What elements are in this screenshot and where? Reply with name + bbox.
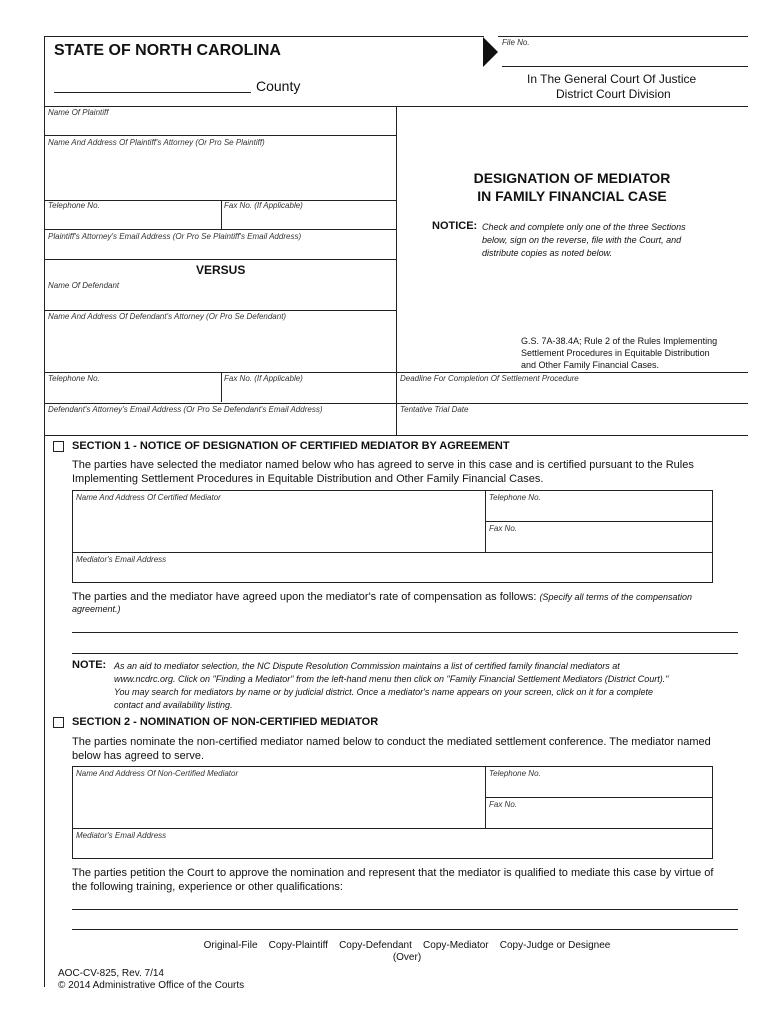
copy-original-file: Original-File xyxy=(203,940,258,951)
plaintiff-telephone-label: Telephone No. xyxy=(48,201,100,210)
qualifications-line-2[interactable] xyxy=(72,913,738,930)
notice-label: NOTICE: xyxy=(432,220,478,232)
plaintiff-attorney-label: Name And Address Of Plaintiff's Attorney (Or Pro Se Plaintiff) xyxy=(48,138,265,147)
file-no-marker-icon xyxy=(483,37,499,67)
compensation-hint-1: (Specify all terms of the compensation xyxy=(539,592,693,602)
trial-date-label: Tentative Trial Date xyxy=(400,405,469,414)
section-1-title: SECTION 1 - NOTICE OF DESIGNATION OF CERTIFIED MEDIATOR BY AGREEMENT xyxy=(72,440,510,452)
petition-text-1: The parties petition the Court to approve the nomination and represent that the mediator is qualified to mediate this case by virtue of xyxy=(72,867,714,879)
statute-line-2: Settlement Procedures in Equitable Distribution xyxy=(521,348,710,358)
section-1-checkbox[interactable] xyxy=(53,441,64,452)
section-1-text-2: Implementing Settlement Procedures in Equitable Distribution and Other Family Financial Cases. xyxy=(72,473,544,485)
non-certified-mediator-fax-label: Fax No. xyxy=(489,800,518,809)
form-title-line-1: DESIGNATION OF MEDIATOR xyxy=(473,170,671,186)
non-certified-mediator-phone-label: Telephone No. xyxy=(489,769,541,778)
notice-text-1: Check and complete only one of the three Sections xyxy=(482,222,686,232)
form-title-line-2: IN FAMILY FINANCIAL CASE xyxy=(477,188,667,204)
defendant-attorney-label: Name And Address Of Defendant's Attorney (Or Pro Se Defendant) xyxy=(48,312,287,321)
state-title: STATE OF NORTH CAROLINA xyxy=(54,42,281,59)
file-no-input[interactable] xyxy=(502,48,748,67)
non-certified-mediator-name-label: Name And Address Of Non-Certified Mediator xyxy=(76,769,239,778)
notice-text-3: distribute copies as noted below. xyxy=(482,248,613,258)
note-line-4: contact and availability listing. xyxy=(114,700,233,710)
deadline-label: Deadline For Completion Of Settlement Procedure xyxy=(400,374,579,383)
copy-judge: Copy-Judge or Designee xyxy=(499,940,611,951)
section-2-title: SECTION 2 - NOMINATION OF NON-CERTIFIED MEDIATOR xyxy=(72,716,379,728)
court-line-1: In The General Court Of Justice xyxy=(527,72,697,86)
court-line-2: District Court Division xyxy=(556,87,671,101)
note-line-3: You may search for mediators by name or by judicial district. Once a mediator's name appears on your screen, click on it for a complete xyxy=(114,687,653,697)
form-number: AOC-CV-825, Rev. 7/14 xyxy=(58,968,164,979)
compensation-hint-2: agreement.) xyxy=(72,604,121,614)
over-label: (Over) xyxy=(392,952,422,963)
defendant-email-label: Defendant's Attorney's Email Address (Or Pro Se Defendant's Email Address) xyxy=(48,405,323,414)
petition-text-2: the following training, experience or other qualifications: xyxy=(72,881,343,893)
defendant-fax-label: Fax No. (If Applicable) xyxy=(224,374,303,383)
certified-mediator-fax-field[interactable] xyxy=(486,522,712,551)
copy-plaintiff: Copy-Plaintiff xyxy=(268,940,328,951)
compensation-line-2[interactable] xyxy=(72,637,738,654)
qualifications-line-1[interactable] xyxy=(72,893,738,910)
copy-mediator: Copy-Mediator xyxy=(423,940,489,951)
file-no-label: File No. xyxy=(502,38,530,47)
compensation-text xyxy=(72,590,742,604)
certified-mediator-email-label: Mediator's Email Address xyxy=(76,555,167,564)
versus-label: VERSUS xyxy=(196,263,246,277)
plaintiff-fax-label: Fax No. (If Applicable) xyxy=(224,201,303,210)
certified-mediator-name-label: Name And Address Of Certified Mediator xyxy=(76,493,221,502)
certified-mediator-email-field[interactable] xyxy=(73,553,712,582)
notice-text-2: below, sign on the reverse, file with the Court, and xyxy=(482,235,682,245)
note-label: NOTE: xyxy=(72,659,107,671)
non-certified-mediator-fax-field[interactable] xyxy=(486,798,712,827)
non-certified-mediator-email-field[interactable] xyxy=(73,829,712,858)
note-line-2: www.ncdrc.org. Click on "Finding a Mediator" from the left-hand menu then click on "Family Financial Settlement Mediators (District Court)." xyxy=(114,674,669,684)
plaintiff-email-label: Plaintiff's Attorney's Email Address (Or Pro Se Plaintiff's Email Address) xyxy=(48,232,302,241)
compensation-line-1[interactable] xyxy=(72,616,738,633)
copy-defendant: Copy-Defendant xyxy=(339,940,412,951)
non-certified-mediator-email-label: Mediator's Email Address xyxy=(76,831,167,840)
section-2-checkbox[interactable] xyxy=(53,717,64,728)
distribution-copies xyxy=(44,940,770,951)
plaintiff-name-label: Name Of Plaintiff xyxy=(48,108,109,117)
section-2-text-2: below has agreed to serve. xyxy=(72,750,205,762)
county-label: County xyxy=(256,78,301,94)
certified-mediator-fax-label: Fax No. xyxy=(489,524,518,533)
compensation-main: The parties and the mediator have agreed upon the mediator's rate of compensation as follows: xyxy=(72,591,537,603)
statute-line-3: and Other Family Financial Cases. xyxy=(521,360,660,370)
note-line-1: As an aid to mediator selection, the NC Dispute Resolution Commission maintains a list of certified family financial mediators at xyxy=(114,661,620,671)
section-2-text-1: The parties nominate the non-certified mediator named below to conduct the mediated settlement conference. The mediator named xyxy=(72,736,711,748)
defendant-telephone-label: Telephone No. xyxy=(48,374,100,383)
section-1-text-1: The parties have selected the mediator named below who has agreed to serve in this case and is certified pursuant to the Rules xyxy=(72,459,694,471)
defendant-name-label: Name Of Defendant xyxy=(48,281,120,290)
certified-mediator-phone-label: Telephone No. xyxy=(489,493,541,502)
statute-line-1: G.S. 7A-38.4A; Rule 2 of the Rules Implementing xyxy=(521,336,718,346)
county-input[interactable] xyxy=(54,76,251,93)
copyright: © 2014 Administrative Office of the Courts xyxy=(58,980,245,991)
